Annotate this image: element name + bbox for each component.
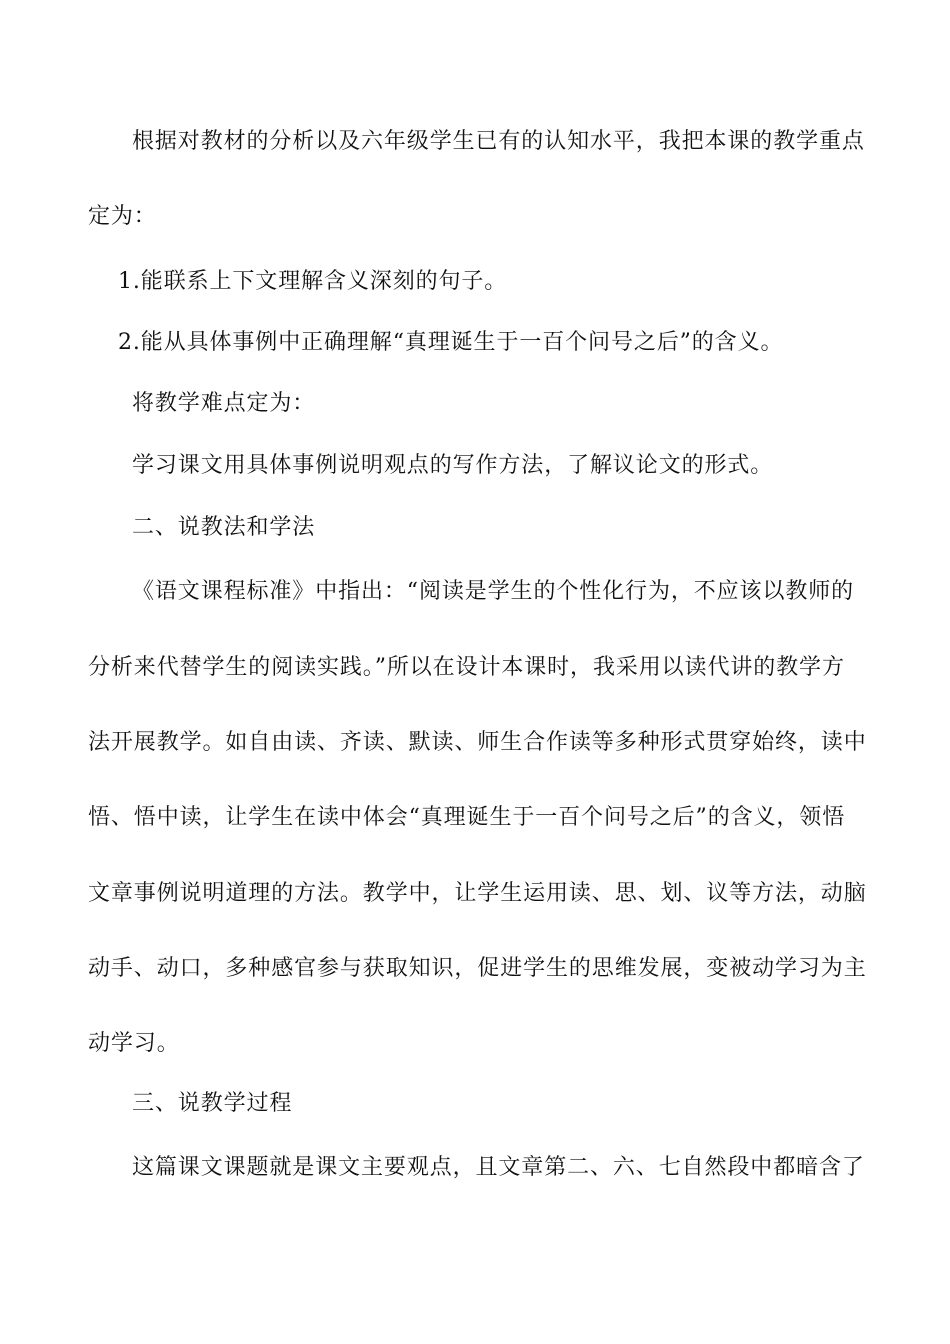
paragraph-line-13: 动手、动口，多种感官参与获取知识，促进学生的思维发展，变被动学习为主	[88, 956, 867, 981]
paragraph-line-2: 定为：	[88, 204, 157, 229]
paragraph-line-14: 动学习。	[88, 1031, 180, 1056]
section-heading-2: 二、说教法和学法	[132, 515, 316, 540]
paragraph-line-5: 将教学难点定为：	[132, 391, 316, 416]
paragraph-line-12: 文章事例说明道理的方法。教学中，让学生运用读、思、划、议等方法，动脑	[88, 881, 867, 906]
section-heading-3: 三、说教学过程	[132, 1091, 293, 1116]
paragraph-line-9: 分析来代替学生的阅读实践。”所以在设计本课时，我采用以读代讲的教学方	[88, 655, 845, 680]
list-item-1: 1.能联系上下文理解含义深刻的句子。	[118, 269, 508, 294]
paragraph-line-8: 《语文课程标准》中指出：“阅读是学生的个性化行为，不应该以教师的	[132, 579, 855, 604]
paragraph-line-1: 根据对教材的分析以及六年级学生已有的认知水平，我把本课的教学重点	[132, 129, 865, 154]
list-item-2: 2.能从具体事例中正确理解“真理诞生于一百个问号之后”的含义。	[118, 330, 784, 355]
paragraph-line-11: 悟、悟中读，让学生在读中体会“真理诞生于一百个问号之后”的含义，领悟	[88, 805, 846, 830]
paragraph-line-16: 这篇课文课题就是课文主要观点，且文章第二、六、七自然段中都暗含了	[132, 1155, 865, 1180]
paragraph-line-6: 学习课文用具体事例说明观点的写作方法，了解议论文的形式。	[132, 453, 774, 478]
paragraph-line-10: 法开展教学。如自由读、齐读、默读、师生合作读等多种形式贯穿始终，读中	[88, 730, 867, 755]
